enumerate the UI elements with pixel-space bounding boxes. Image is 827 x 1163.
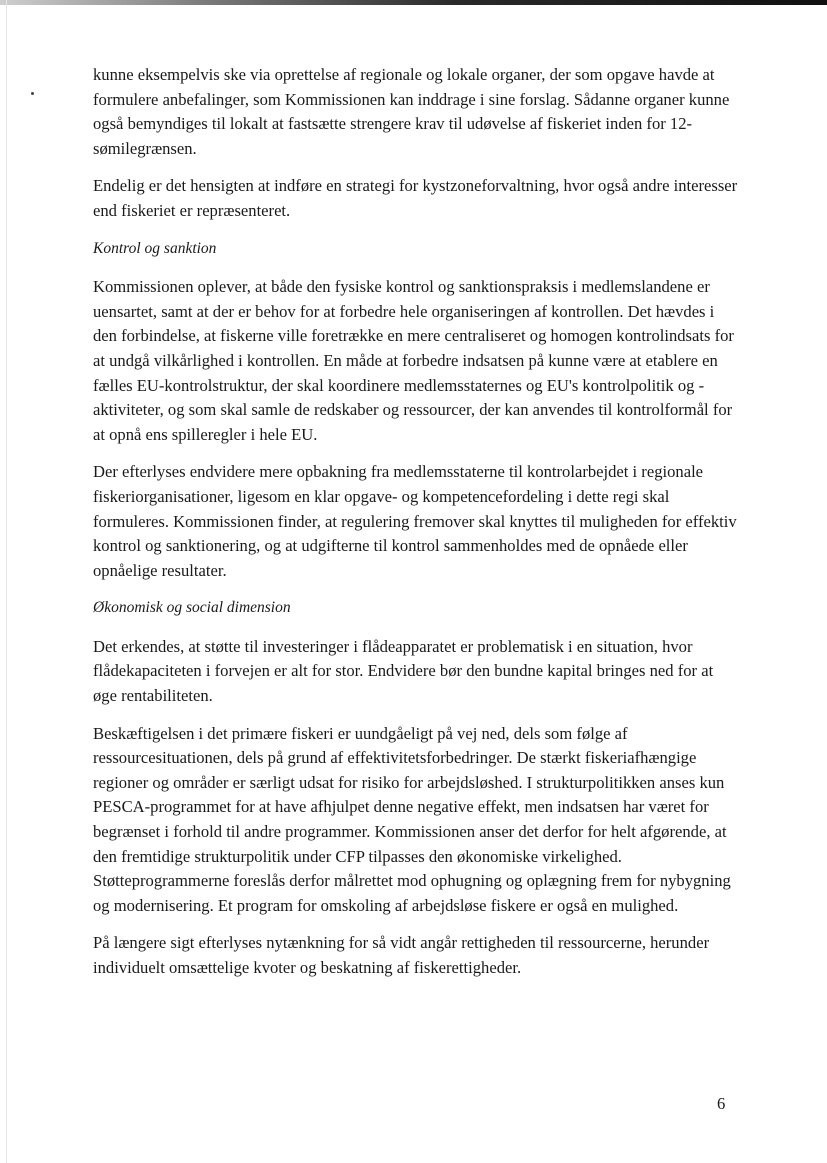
- scan-left-edge: [6, 0, 7, 1163]
- scan-top-edge: [0, 0, 827, 5]
- section-heading-okonomisk: Økonomisk og social dimension: [93, 599, 291, 617]
- scan-speck: [31, 92, 34, 95]
- paragraph-okonomisk-3: På længere sigt efterlyses nytænkning for så vidt angår rettigheden til ressourcerne, herunder individuelt omsættelige kvoter og beskatning af fiskerettigheder.: [93, 933, 710, 977]
- paragraph-kontrol-2: Der efterlyses endvidere mere opbakning fra medlemsstaterne til kontrolarbejdet i regionale fiskeriorganisationer, ligesom en klar opgave- og kompetencefordeling i dette regi skal formuleres. Kommissionen finder, at regulering fremover skal knyttes til muligheden for effektiv kontrol og sanktionering, og at udgifterne til kontrol sammenholdes med de opnåede eller opnåelige resultater.: [93, 462, 737, 580]
- paragraph-kystzone: Endelig er det hensigten at indføre en strategi for kystzoneforvaltning, hvor også andre interesser end fiskeriet er repræsenteret.: [93, 176, 738, 220]
- paragraph-okonomisk-2: Beskæftigelsen i det primære fiskeri er uundgåeligt på vej ned, dels som følge af ressourcesituationen, dels på grund af effektivitetsforbedringer. De stærkt fiskeriafhængige regioner og områder er særligt udsat for risiko for arbejdsløshed. I strukturpolitikken anses kun PESCA-programmet for at have afhjulpet denne negative effekt, men indsatsen har været for begrænset i forhold til andre programmer. Kommissionen anser det derfor for helt afgørende, at den fremtidige strukturpolitik under CFP tilpasses den økonomiske virkelighed. Støtteprogrammerne foreslås derfor målrettet mod ophugning og oplægning frem for nybygning og modernisering. Et program for omskoling af arbejdsløse fiskere er også en mulighed.: [93, 723, 731, 915]
- paragraph-kontrol-1: Kommissionen oplever, at både den fysiske kontrol og sanktionspraksis i medlemslandene er uensartet, samt at der er behov for at forbedre hele organiseringen af kontrollen. Det hævdes i den forbindelse, at fiskerne ville foretrække en mere centraliseret og homogen kontrolindsats for at undgå vilkårlighed i kontrollen. En måde at forbedre indsatsen på kunne være at etablere en fælles EU-kontrolstruktur, der skal koordinere medlemsstaternes og EU's kontrolpolitik og -aktiviteter, og som skal samle de redskaber og ressourcer, der kan anvendes til kontrolformål for at opnå ens spilleregler i hele EU.: [93, 277, 734, 444]
- paragraph-okonomisk-1: Det erkendes, at støtte til investeringer i flådeapparatet er problematisk i en situation, hvor flådekapaciteten i forvejen er alt for stor. Endvidere bør den bundne kapital bringes ned for at øge rentabiliteten.: [93, 636, 714, 706]
- section-heading-kontrol: Kontrol og sanktion: [93, 239, 217, 257]
- document-body: [93, 63, 741, 994]
- page-number: 6: [717, 1094, 726, 1113]
- paragraph-continuation: kunne eksempelvis ske via oprettelse af regionale og lokale organer, der som opgave havde at formulere anbefalinger, som Kommissionen kan inddrage i sine forslag. Sådanne organer kunne også bemyndiges til lokalt at fastsætte strengere krav til udøvelse af fiskeriet inden for 12-sømilegrænsen.: [93, 65, 730, 158]
